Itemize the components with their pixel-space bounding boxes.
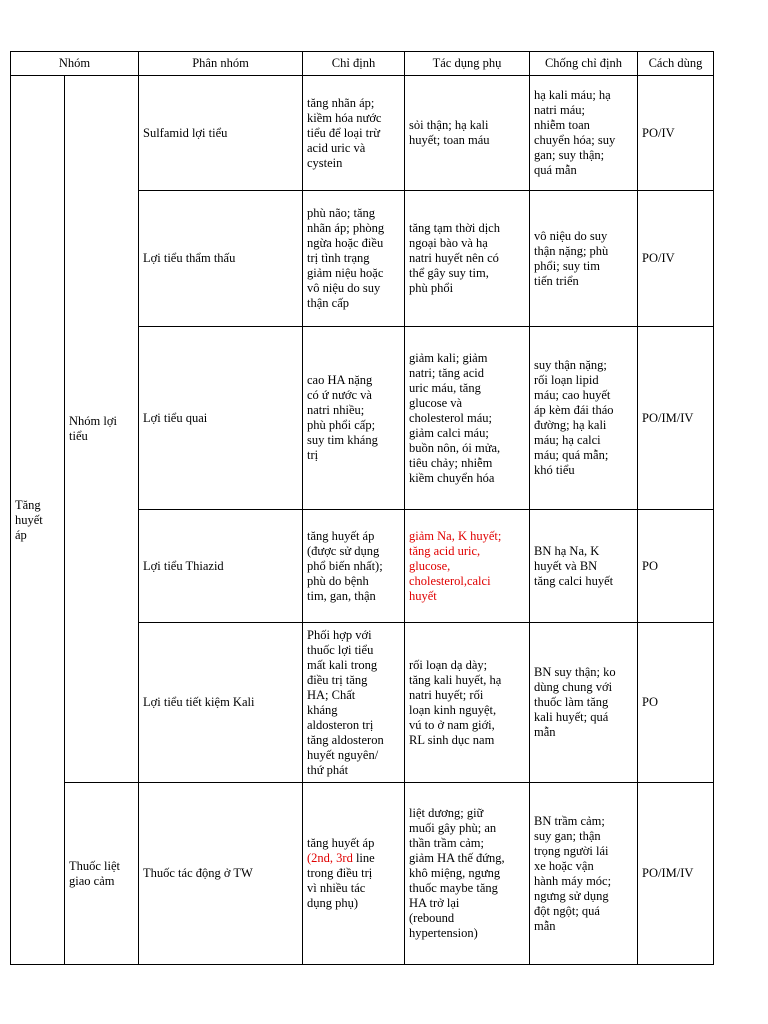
indication-cell: tăng huyết áp (được sử dụng phổ biến nhất); phù do bệnh tim, gan, thận <box>303 510 405 623</box>
subgroup-name: Thuốc tác động ở TW <box>139 783 303 965</box>
usage-cell: PO/IM/IV <box>638 327 714 510</box>
header-row <box>11 52 714 76</box>
subgroup-name: Lợi tiểu quai <box>139 327 303 510</box>
indication-cell: cao HA nặng có ứ nước và natri nhiều; phù phổi cấp; suy tim kháng trị <box>303 327 405 510</box>
drug-table <box>10 51 714 965</box>
usage-cell: PO/IV <box>638 191 714 327</box>
indication-cell: phù não; tăng nhãn áp; phòng ngừa hoặc điều trị tình trạng giảm niệu hoặc vô niệu do suy thận cấp <box>303 191 405 327</box>
indication-cell: tăng nhãn áp; kiềm hóa nước tiểu để loại trừ acid uric và cystein <box>303 76 405 191</box>
usage-cell: PO/IM/IV <box>638 783 714 965</box>
side-effects-cell: sỏi thận; hạ kali huyết; toan máu <box>405 76 530 191</box>
contraindication-cell: BN trầm cảm; suy gan; thận trọng người lái xe hoặc vận hành máy móc; ngưng sử dụng đột ngột; quá mẫn <box>530 783 638 965</box>
header-group: Nhóm <box>11 52 139 76</box>
header-indication: Chỉ định <box>303 52 405 76</box>
indication-text-rest: line trong điều trị vì nhiều tác dụng phụ) <box>307 851 375 910</box>
header-side-effects: Tác dụng phụ <box>405 52 530 76</box>
usage-cell: PO/IV <box>638 76 714 191</box>
subgroup-cell-diuretics: Nhóm lợi tiểu <box>65 76 139 783</box>
indication-text: tăng huyết áp <box>307 836 375 850</box>
contraindication-cell: hạ kali máu; hạ natri máu; nhiễm toan chuyển hóa; suy gan; suy thận; quá mẫn <box>530 76 638 191</box>
subgroup-name: Lợi tiểu Thiazid <box>139 510 303 623</box>
side-effects-cell: liệt dương; giữ muối gây phù; an thần trầm cảm; giảm HA thế đứng, khô miệng, ngưng thuốc maybe tăng HA trở lại (rebound hypertension) <box>405 783 530 965</box>
table-row <box>11 783 714 965</box>
indication-highlight: (2nd, 3rd <box>307 851 353 865</box>
contraindication-cell: BN suy thận; ko dùng chung với thuốc làm tăng kali huyết; quá mẫn <box>530 623 638 783</box>
subgroup-name: Lợi tiểu thẩm thấu <box>139 191 303 327</box>
group-cell: Tăng huyết áp <box>11 76 65 965</box>
table-row <box>11 76 714 191</box>
contraindication-cell: suy thận nặng; rối loạn lipid máu; cao huyết áp kèm đái tháo đường; hạ kali máu; hạ calci máu; quá mẫn; khó tiểu <box>530 327 638 510</box>
subgroup-name: Sulfamid lợi tiểu <box>139 76 303 191</box>
indication-cell: Phối hợp với thuốc lợi tiểu mất kali trong điều trị tăng HA; Chất kháng aldosteron trị tăng aldosteron huyết nguyên/ thứ phát <box>303 623 405 783</box>
usage-cell: PO <box>638 623 714 783</box>
indication-cell <box>303 783 405 965</box>
side-effects-cell: tăng tạm thời dịch ngoại bào và hạ natri huyết nên có thể gây suy tim, phù phổi <box>405 191 530 327</box>
header-subgroup: Phân nhóm <box>139 52 303 76</box>
side-effects-cell-highlighted: giảm Na, K huyết; tăng acid uric, glucose, cholesterol,calci huyết <box>405 510 530 623</box>
subgroup-name: Lợi tiểu tiết kiệm Kali <box>139 623 303 783</box>
contraindication-cell: vô niệu do suy thận nặng; phù phổi; suy tim tiến triển <box>530 191 638 327</box>
header-contraindication: Chống chỉ định <box>530 52 638 76</box>
header-usage: Cách dùng <box>638 52 714 76</box>
subgroup-cell-sympatholytics: Thuốc liệt giao cảm <box>65 783 139 965</box>
contraindication-cell: BN hạ Na, K huyết và BN tăng calci huyết <box>530 510 638 623</box>
side-effects-cell: rối loạn dạ dày; tăng kali huyết, hạ natri huyết; rối loạn kinh nguyệt, vú to ở nam giới, RL sinh dục nam <box>405 623 530 783</box>
side-effects-cell: giảm kali; giảm natri; tăng acid uric máu, tăng glucose và cholesterol máu; giảm calci máu; buồn nôn, ói mửa, tiêu chảy; nhiễm kiềm chuyển hóa <box>405 327 530 510</box>
usage-cell: PO <box>638 510 714 623</box>
